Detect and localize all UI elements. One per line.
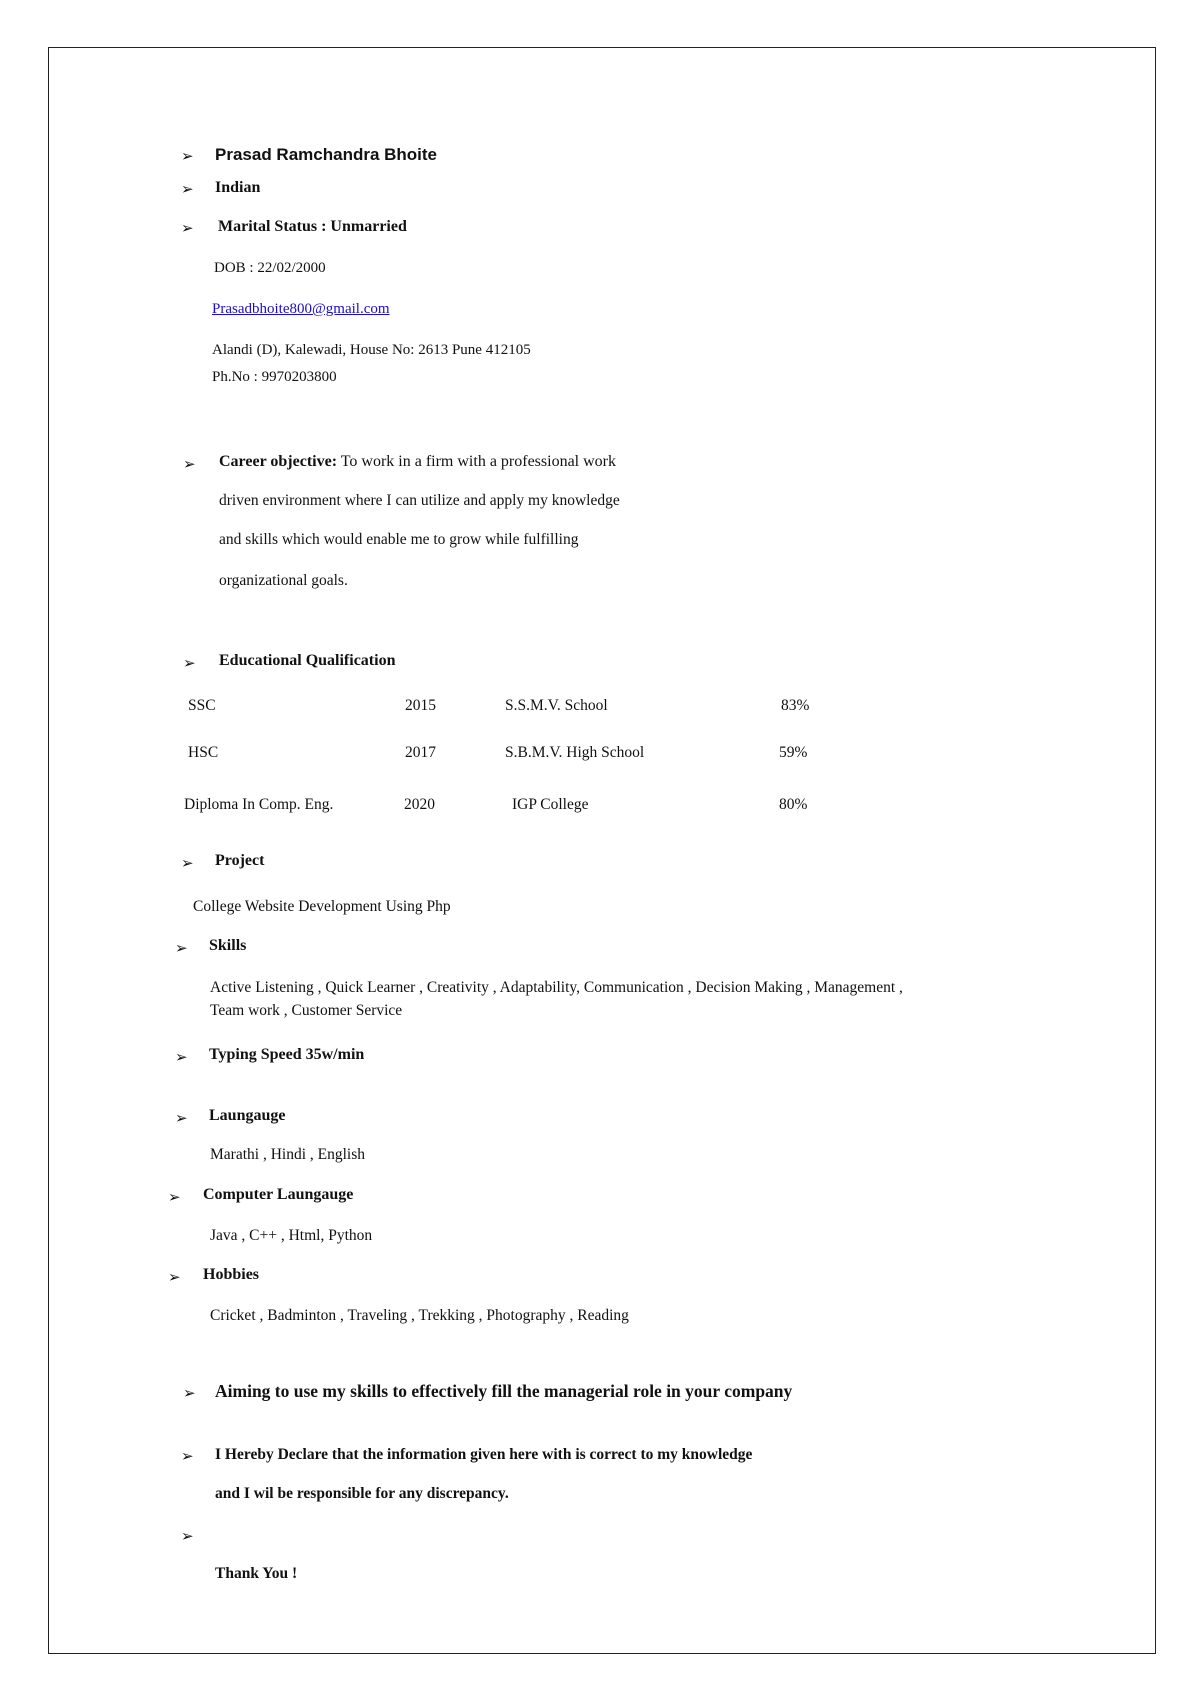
- bullet-arrow-icon: ➢: [175, 1109, 188, 1127]
- hobbies-text: Cricket , Badminton , Traveling , Trekking , Photography , Reading: [210, 1307, 629, 1324]
- date-of-birth: DOB : 22/02/2000: [214, 260, 326, 276]
- bullet-arrow-icon: ➢: [181, 180, 194, 198]
- skills-heading: Skills: [209, 937, 247, 954]
- education-year: 2017: [405, 744, 436, 761]
- education-course: Diploma In Comp. Eng.: [184, 796, 334, 813]
- language-text: Marathi , Hindi , English: [210, 1146, 365, 1163]
- education-course: SSC: [188, 697, 216, 714]
- education-score: 83%: [781, 697, 810, 714]
- education-institute: IGP College: [512, 796, 589, 813]
- page-border: [48, 47, 1156, 1654]
- education-heading: Educational Qualification: [219, 652, 396, 669]
- education-course: HSC: [188, 744, 219, 761]
- typing-speed: Typing Speed 35w/min: [209, 1046, 365, 1063]
- education-score: 80%: [779, 796, 808, 813]
- career-objective-line-3: and skills which would enable me to grow while fulfilling: [219, 531, 579, 548]
- bullet-arrow-icon: ➢: [181, 1527, 194, 1545]
- email-link[interactable]: Prasadbhoite800@gmail.com: [212, 301, 390, 317]
- project-heading: Project: [215, 852, 265, 869]
- education-institute: S.B.M.V. High School: [505, 744, 645, 761]
- bullet-arrow-icon: ➢: [181, 1447, 194, 1465]
- education-institute: S.S.M.V. School: [505, 697, 608, 714]
- marital-status: Marital Status : Unmarried: [218, 218, 407, 235]
- bullet-arrow-icon: ➢: [175, 1048, 188, 1066]
- computer-language-heading: Computer Laungauge: [203, 1186, 354, 1203]
- declaration-line-1: I Hereby Declare that the information given here with is correct to my knowledge: [215, 1446, 753, 1463]
- closing-thank-you: Thank You !: [215, 1565, 298, 1582]
- address: Alandi (D), Kalewadi, House No: 2613 Pune 412105: [212, 342, 531, 358]
- hobbies-heading: Hobbies: [203, 1266, 260, 1283]
- skills-line-2: Team work , Customer Service: [210, 1002, 403, 1019]
- career-objective-line-4: organizational goals.: [219, 572, 348, 589]
- project-text: College Website Development Using Php: [193, 898, 451, 915]
- career-aim: Aiming to use my skills to effectively fill the managerial role in your company: [215, 1381, 793, 1401]
- skills-line-1: Active Listening , Quick Learner , Creativity , Adaptability, Communication , Decision Making , Management ,: [210, 979, 903, 996]
- bullet-arrow-icon: ➢: [183, 1384, 196, 1402]
- bullet-arrow-icon: ➢: [181, 219, 194, 237]
- career-objective-line-1: [219, 453, 616, 471]
- bullet-arrow-icon: ➢: [183, 654, 196, 672]
- computer-language-text: Java , C++ , Html, Python: [210, 1227, 373, 1244]
- bullet-arrow-icon: ➢: [168, 1188, 181, 1206]
- bullet-arrow-icon: ➢: [168, 1268, 181, 1286]
- phone-number: Ph.No : 9970203800: [212, 369, 337, 385]
- bullet-arrow-icon: ➢: [181, 147, 194, 165]
- education-year: 2015: [405, 697, 436, 714]
- candidate-name: Prasad Ramchandra Bhoite: [215, 145, 438, 164]
- language-heading: Laungauge: [209, 1107, 286, 1124]
- nationality: Indian: [215, 179, 261, 196]
- declaration-line-2: and I wil be responsible for any discrepancy.: [215, 1485, 509, 1502]
- bullet-arrow-icon: ➢: [183, 455, 196, 473]
- bullet-arrow-icon: ➢: [181, 854, 194, 872]
- career-objective-line-2: driven environment where I can utilize and apply my knowledge: [219, 492, 620, 509]
- bullet-arrow-icon: ➢: [175, 939, 188, 957]
- career-objective-heading: Career objective:: [219, 453, 338, 470]
- education-score: 59%: [779, 744, 808, 761]
- career-objective-text: To work in a firm with a professional work: [340, 453, 616, 470]
- education-year: 2020: [404, 796, 435, 813]
